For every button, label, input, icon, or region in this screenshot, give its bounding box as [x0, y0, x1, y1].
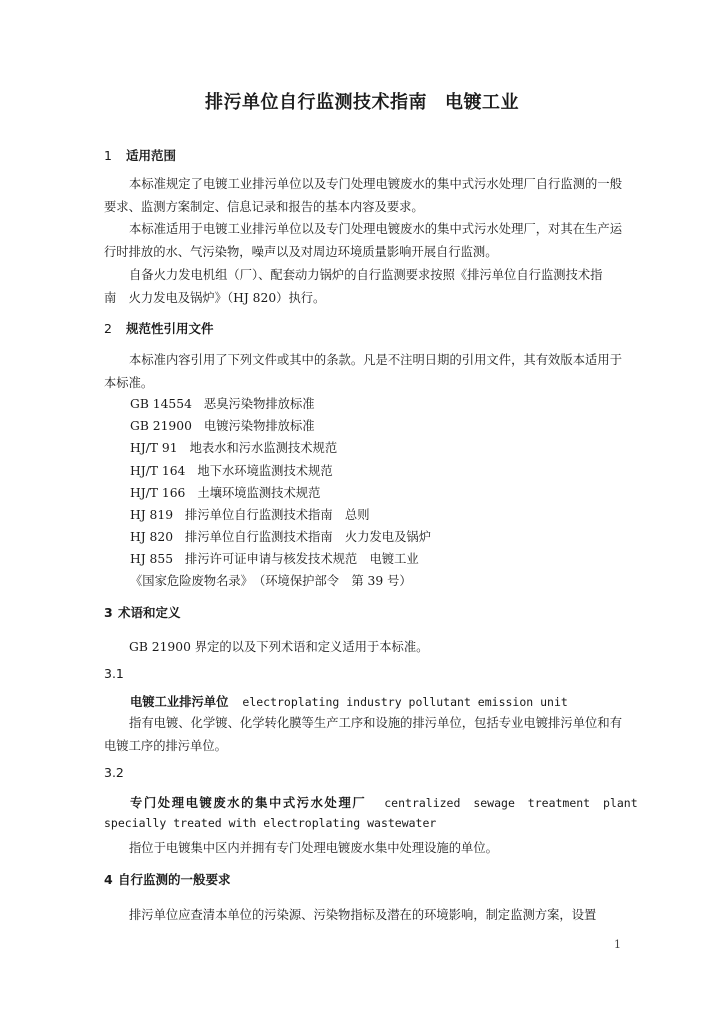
- section-4-paragraph-1: 排污单位应查清本单位的污染源、污染物指标及潜在的环境影响，制定监测方案，设置: [129, 908, 597, 922]
- reference-code: HJ 819: [130, 508, 174, 522]
- section-1-paragraph-1: 本标准规定了电镀工业排污单位以及专门处理电镀废水的集中式污水处理厂自行监测的一般要求、监测方案制定、信息记录和报告的基本内容及要求。: [104, 177, 622, 214]
- reference-title: 地下水环境监测技术规范: [197, 463, 333, 478]
- reference-item: [130, 416, 315, 434]
- reference-item: [130, 549, 419, 567]
- clause-3-2-definition: 指位于电镀集中区内并拥有专门处理电镀废水集中处理设施的单位。: [129, 841, 498, 855]
- clause-3-1-definition: 指有电镀、化学镀、化学转化膜等生产工序和设施的排污单位，包括专业电镀排污单位和有电镀工序的排污单位。: [104, 716, 622, 753]
- section-3-paragraph-1: GB 21900 界定的以及下列术语和定义适用于本标准。: [129, 640, 429, 654]
- reference-title: 排污许可证申请与核发技术规范 电镀工业: [185, 552, 419, 567]
- reference-title: 排污单位自行监测技术指南 总则: [185, 508, 370, 522]
- reference-item: [130, 438, 337, 456]
- reference-code: GB 14554: [130, 397, 192, 411]
- clause-3-1-term: 电镀工业排污单位 electroplating industry pollutant emission unit: [130, 695, 568, 709]
- section-1-paragraph-3-line-1: 自备火力发电机组（厂）、配套动力锅炉的自行监测要求按照《排污单位自行监测技术指: [129, 268, 603, 282]
- reference-item: [130, 394, 315, 412]
- clause-3-2-term-english-continued: specially treated with electroplating wastewater: [104, 816, 437, 830]
- section-2-heading: 2 规范性引用文件: [104, 321, 214, 336]
- section-1-paragraph-2: 本标准适用于电镀工业排污单位以及专门处理电镀废水的集中式污水处理厂，对其在生产运行时排放的水、气污染物，噪声以及对周边环境质量影响开展自行监测。: [104, 222, 622, 259]
- section-1-paragraph-3-line-2: 南 火力发电及锅炉》（HJ 820）执行。: [104, 291, 326, 305]
- clause-3-2-number: 3.2: [104, 765, 124, 780]
- title-main: 排污单位自行监测技术指南: [205, 92, 427, 113]
- section-1-heading: 1 适用范围: [104, 148, 177, 163]
- reference-title: 电镀污染物排放标准: [203, 419, 315, 434]
- reference-item: [130, 505, 370, 523]
- reference-code: HJ/T 166: [130, 485, 186, 500]
- document-title: [0, 88, 724, 114]
- clause-3-1-number: 3.1: [104, 666, 124, 681]
- reference-item: [130, 527, 431, 545]
- section-3-heading: 3 术语和定义: [104, 605, 181, 620]
- reference-title: 恶臭污染物排放标准: [203, 397, 315, 411]
- section-2-paragraph-1: 本标准内容引用了下列文件或其中的条款。凡是不注明日期的引用文件，其有效版本适用于本标准。: [104, 353, 622, 390]
- reference-title: 地表水和污水监测技术规范: [189, 441, 338, 456]
- reference-title: 土壤环境监测技术规范: [197, 485, 321, 500]
- reference-code: HJ 855: [130, 552, 174, 567]
- reference-item: [130, 461, 333, 479]
- reference-code: HJ/T 91: [130, 441, 178, 456]
- reference-title: 排污单位自行监测技术指南 火力发电及锅炉: [185, 530, 431, 545]
- page-number: 1: [614, 938, 621, 951]
- title-sub: 电镀工业: [445, 92, 519, 113]
- reference-code: HJ 820: [130, 530, 174, 545]
- reference-code: GB 21900: [130, 419, 192, 434]
- reference-item: [130, 483, 320, 501]
- section-4-heading: 4 自行监测的一般要求: [104, 872, 231, 887]
- reference-code: HJ/T 164: [130, 463, 186, 478]
- reference-item-last: 《国家危险废物名录》 （环境保护部令 第 39 号）: [130, 574, 412, 588]
- clause-3-2-term: 专门处理电镀废水的集中式污水处理厂 centralized sewage treatment plant: [130, 796, 638, 810]
